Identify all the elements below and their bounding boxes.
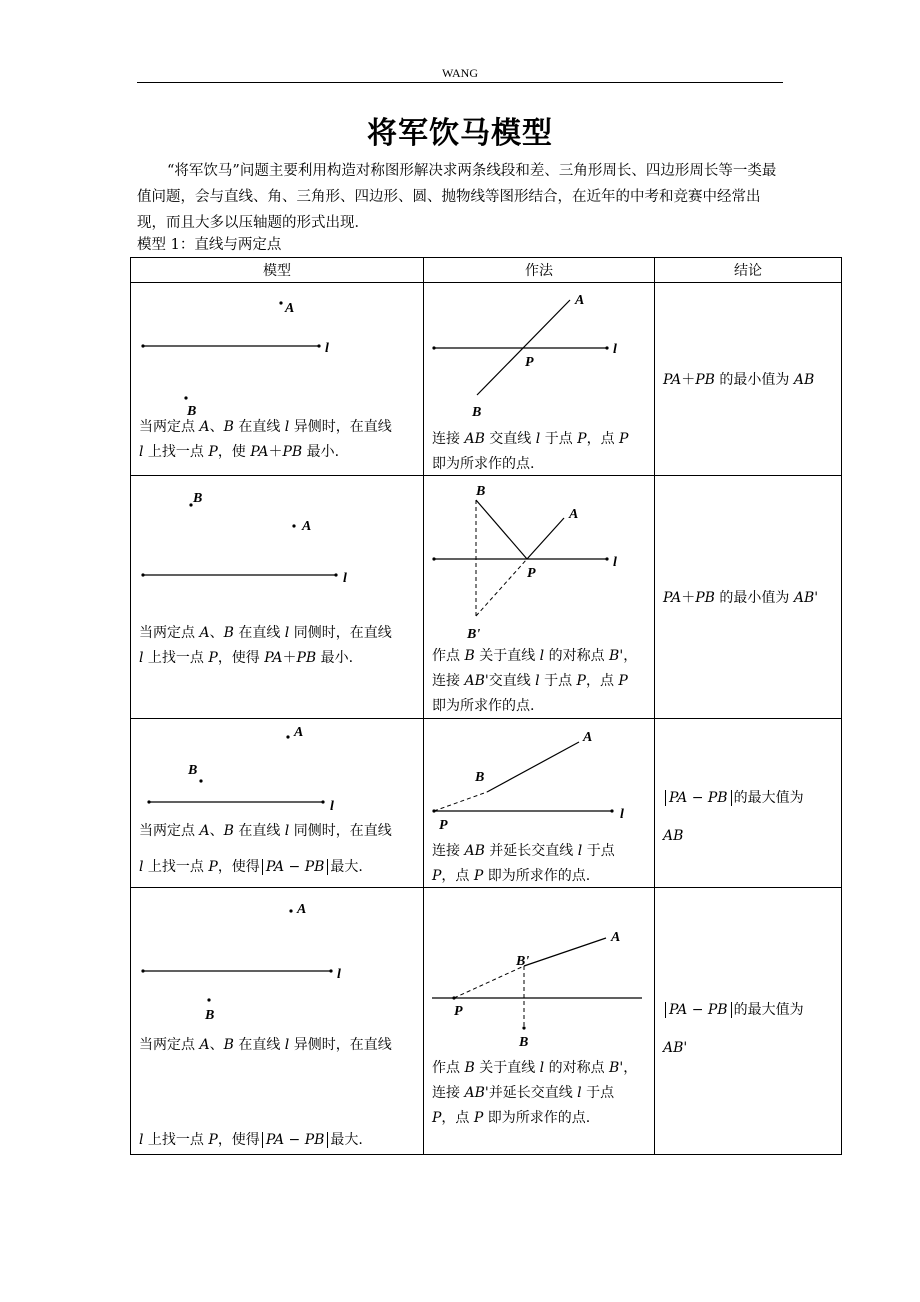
row1-method-desc: 连接 AB 交直线 l 于点 P，点 P 即为所求作的点. <box>432 431 629 472</box>
row3-method-desc: 连接 AB 并延长交直线 l 于点 P，点 P 即为所求作的点. <box>432 843 615 884</box>
line-end-dot <box>141 344 144 347</box>
point-a-dot <box>279 301 282 304</box>
row1-conclusion: PA＋PB 的最小值为 AB <box>663 372 815 388</box>
row1-conclusion-cell <box>655 283 841 475</box>
label-a: A <box>583 730 593 745</box>
row3-method-cell <box>424 719 654 887</box>
row4-method-cell <box>424 888 654 1154</box>
row3-conclusion-cell <box>655 719 841 887</box>
label-a: A <box>294 725 304 740</box>
label-b-prime: B' <box>516 954 530 969</box>
row2-method-cell <box>424 476 654 718</box>
row1-model-desc: 当两定点 A、B 在直线 l 异侧时，在直线 l 上找一点 P，使 PA＋PB 最小. <box>139 419 392 460</box>
row4-model-desc: 当两定点 A、B 在直线 l 异侧时，在直线 l 上找一点 P，使得 PA − PB 最大. <box>139 1037 392 1148</box>
label-l: l <box>620 807 624 822</box>
header-model: 模型 <box>131 258 424 283</box>
label-b: B <box>472 405 482 420</box>
point-b-dot <box>207 998 210 1001</box>
intro-paragraph <box>137 158 785 236</box>
row2-conclusion: PA＋PB 的最小值为 AB' <box>663 590 819 606</box>
table-row <box>131 719 842 888</box>
label-l: l <box>613 555 617 570</box>
label-a: A <box>297 902 307 917</box>
row1-method-cell <box>424 283 654 475</box>
row2-conclusion-cell <box>655 476 841 718</box>
row4-model-figure <box>131 888 424 1028</box>
row1-model-cell <box>131 283 423 475</box>
point-a-dot <box>289 909 292 912</box>
point-b-dot <box>184 396 187 399</box>
segment-bp <box>476 500 527 559</box>
row3-method-figure <box>424 719 655 834</box>
label-b: B <box>519 1035 529 1050</box>
label-a: A <box>285 301 295 316</box>
label-b: B <box>205 1008 215 1023</box>
line-end-dot <box>317 344 320 347</box>
segment-b-prime-p <box>476 559 527 616</box>
row4-conclusion: PA − PB 的最大值为 AB' <box>663 1002 804 1056</box>
row3-conclusion: PA − PB 的最大值为 AB <box>663 790 804 844</box>
row2-method-desc: 作点 B 关于直线 l 的对称点 B'， 连接 AB'交直线 l 于点 P，点 P 即为所求作的点. <box>432 648 638 714</box>
label-a: A <box>569 507 579 522</box>
label-l: l <box>613 342 617 357</box>
label-a: A <box>302 519 312 534</box>
row3-model-figure <box>131 719 424 819</box>
segment-pa <box>527 518 564 559</box>
header-method: 作法 <box>424 258 655 283</box>
header-conclusion: 结论 <box>655 258 842 283</box>
section-label: 模型 1：直线与两定点 <box>137 237 282 253</box>
label-b: B <box>187 404 197 419</box>
row3-model-cell <box>131 719 423 887</box>
label-b: B <box>475 770 485 785</box>
point-a-dot <box>286 735 289 738</box>
label-a: A <box>611 930 621 945</box>
row1-method-figure <box>424 283 655 423</box>
models-table <box>130 257 842 1155</box>
label-l: l <box>343 571 347 586</box>
label-b: B <box>193 491 203 506</box>
label-p: P <box>525 355 534 370</box>
point-b-dot <box>199 779 202 782</box>
table-header-row <box>131 258 842 283</box>
row4-conclusion-cell <box>655 888 841 1154</box>
segment-ab <box>487 742 579 792</box>
page-title: 将军饮马模型 <box>367 116 553 151</box>
label-l: l <box>330 799 334 814</box>
label-p: P <box>527 566 536 581</box>
label-b-prime: B' <box>467 627 481 642</box>
table-row <box>131 283 842 476</box>
row1-model-figure <box>131 283 424 423</box>
label-a: A <box>575 293 585 308</box>
row3-model-desc: 当两定点 A、B 在直线 l 同侧时，在直线 l 上找一点 P，使得 PA − PB 最大. <box>139 823 392 875</box>
row4-method-desc: 作点 B 关于直线 l 的对称点 B'， 连接 AB'并延长交直线 l 于点 P，点 P 即为所求作的点. <box>432 1060 638 1126</box>
extension-bp <box>434 792 487 811</box>
row2-model-cell <box>131 476 423 718</box>
row4-model-cell <box>131 888 423 1154</box>
segment-ab-prime <box>524 938 606 966</box>
extension-b-prime-p <box>454 966 524 998</box>
label-b: B <box>188 763 198 778</box>
page-header: WANG <box>442 66 478 80</box>
label-p: P <box>439 818 448 833</box>
header-rule <box>137 82 783 83</box>
row2-method-figure <box>424 476 655 646</box>
label-b: B <box>476 484 486 499</box>
label-p: P <box>454 1004 463 1019</box>
table-row <box>131 476 842 719</box>
intro-text: “将军饮马”问题主要利用构造对称图形解决求两条线段和差、三角形周长、四边形周长等一类最值问题，会与直线、角、三角形、四边形、圆、抛物线等图形结合，在近年的中考和竞赛中经常出现，而且大多以压轴题的形式出现． <box>137 163 777 231</box>
row2-model-figure <box>131 476 424 626</box>
label-l: l <box>337 967 341 982</box>
row2-model-desc: 当两定点 A、B 在直线 l 同侧时，在直线 l 上找一点 P，使得 PA＋PB 最小. <box>139 625 392 666</box>
point-a-dot <box>292 524 295 527</box>
row4-method-figure <box>424 888 655 1053</box>
label-l: l <box>325 341 329 356</box>
table-row <box>131 888 842 1155</box>
